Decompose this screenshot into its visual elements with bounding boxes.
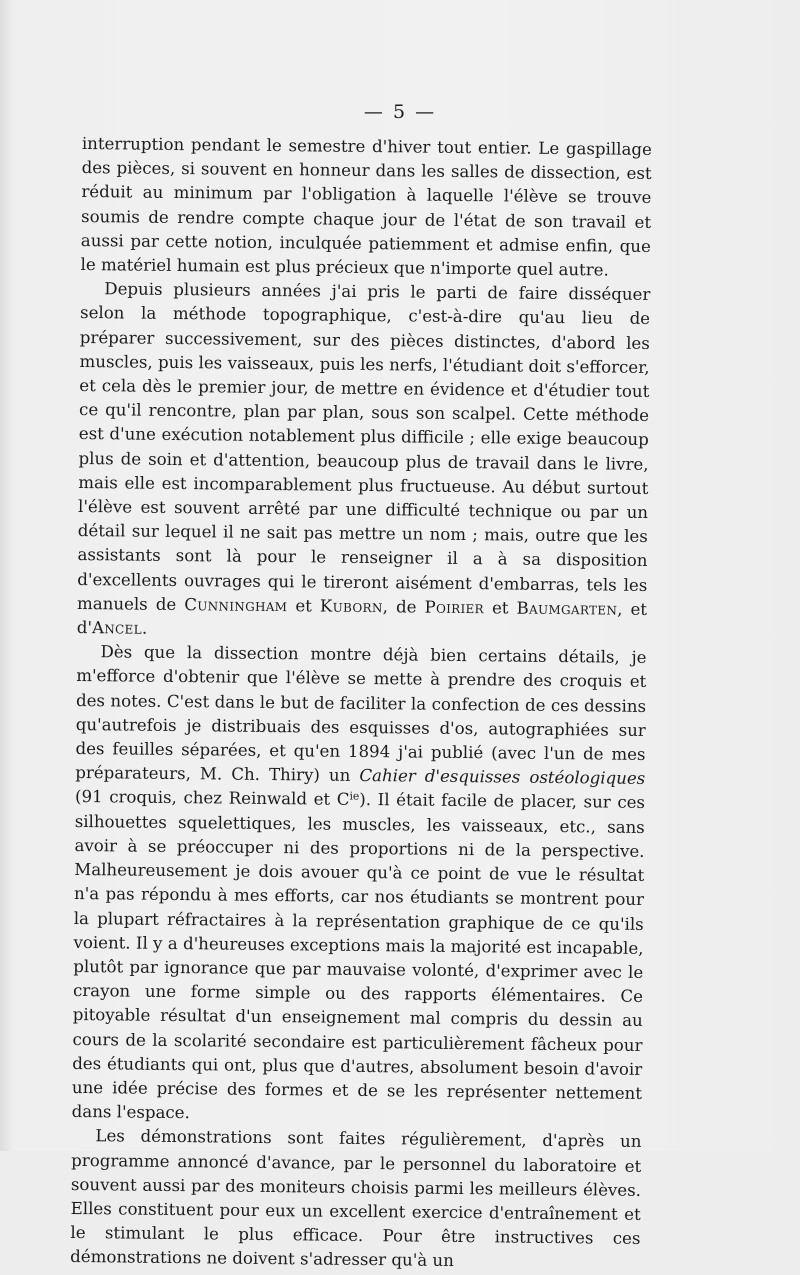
author-name: Kuborn	[319, 596, 383, 617]
paragraph-text: Les démonstrations sont faites régulièrement, d'après un programme annoncé d'avance, par le personnel du laboratoire et souvent aussi par des moniteurs choisis parmi les meilleurs élèves. Elles constituent pour eux un excellent exercice d'entraînement et le stimulant le plus efficace. Pour être instructives ces démonstrations ne doivent s'adresser qu'à un	[70, 1126, 642, 1271]
connector-text: , de	[382, 597, 425, 617]
paragraph-text: Dès que la dissection montre déjà bien certains détails, je m'efforce d'obtenir que l'élève se mette à prendre des croquis et des notes. C'est dans le but de faciliter la confection de ces dessins qu'autrefois je distribuais des esquisses d'os, autographiées sur des feuilles séparées, et qu'en 1894 j'ai publié (avec l'un de mes préparateurs, M. Ch. Thiry) un	[75, 642, 647, 786]
author-name: Cunningham	[184, 594, 288, 616]
connector-text: , et d'	[76, 599, 648, 638]
connector-text: et	[483, 598, 517, 618]
author-name: Baumgarten	[516, 598, 618, 619]
paragraph-demonstrations	[70, 1124, 641, 1275]
paragraph-text: interruption pendant le semestre d'hiver tout entier. Le gaspillage des pièces, si souvent en honneur dans les salles de dissection, est réduit au minimum par l'obligation à laquelle l'élève se trouve soumis de rendre compte chaque jour de l'état de son travail et aussi par cette notion, inculquée patiemment et admise enfin, que le matériel humain est plus précieux que n'importe quel autre.	[80, 133, 652, 280]
body-text	[70, 132, 652, 1275]
paragraph-continuation	[80, 132, 651, 283]
page-number: — 5 —	[363, 101, 437, 123]
book-title: Cahier d'esquisses ostéologiques	[359, 766, 646, 789]
paragraph-drawings	[72, 640, 647, 1130]
connector-text: et	[287, 596, 321, 616]
paragraph-text: ). Il était facile de placer, sur ces silhouettes squelettiques, les muscles, les vaisseaux, etc., sans avoir à se préoccuper ni des proportions ni de la perspective. Malheureusement je dois avouer qu'à ce point de vue le résultat n'a pas répondu à mes efforts, car nos étudiants se montrent pour la plupart réfractaires à la représentation graphique de ce qu'ils voient. Il y a d'heureuses exceptions mais la majorité est incapable, plutôt par ignorance que par mauvaise volonté, d'exprimer avec le crayon une forme simple ou des rapports élémentaires. Ce pitoyable résultat d'un enseignement mal compris du dessin au cours de la scolarité secondaire est particulièrement fâcheux pour des étudiants qui ont, plus que d'autres, absolument besoin d'avoir une idée précise des formes et de se les représenter nettement dans l'espace.	[71, 790, 646, 1123]
superscript-text: ie	[349, 789, 360, 804]
author-name: Poirier	[424, 597, 485, 618]
paragraph-topographic-method	[77, 277, 651, 646]
paragraph-text: (91 croquis, chez Reinwald et C	[74, 787, 350, 810]
connector-text: .	[141, 618, 148, 638]
author-name: Ancel	[91, 618, 143, 638]
paragraph-text: Depuis plusieurs années j'ai pris le parti de faire disséquer selon la méthode topographique, c'est-à-dire qu'au lieu de préparer successivement, sur des pièces distinctes, d'abord les muscles, puis les vaisseaux, puis les nerfs, l'étudiant doit s'efforcer, et cela dès le premier jour, de mettre en évidence et d'étudier tout ce qu'il rencontre, plan par plan, sous son scalpel. Cette méthode est d'une exécution notablement plus difficile ; elle exige beaucoup plus de soin et d'attention, beaucoup plus de travail dans le livre, mais elle est incomparablement plus fructueuse. Au début surtout l'élève est souvent arrêté par une difficulté technique ou par un détail sur lequel il ne sait pas mettre un nom ; mais, outre que les assistants sont là pour le renseigner il a à sa disposition d'excellents ouvrages qui le tireront aisément d'embarras, tels les manuels de	[76, 279, 651, 614]
